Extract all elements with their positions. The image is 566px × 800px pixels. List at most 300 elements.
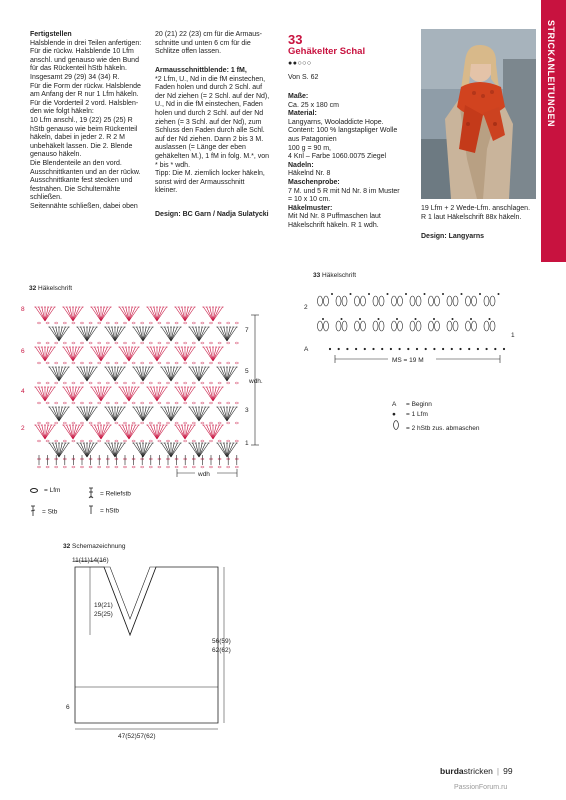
chain-dot xyxy=(350,293,352,295)
puff-stitch-row2 xyxy=(484,296,489,306)
col2b-line: Tipp: Die M. ziemlich locker häkeln, xyxy=(155,170,265,178)
chain-stitch xyxy=(218,342,221,344)
fan-stitch xyxy=(95,347,101,361)
chain-stitch xyxy=(175,342,178,344)
fan-stitch xyxy=(87,407,93,421)
footer-brand-suffix: stricken xyxy=(463,766,493,776)
fan-stitch xyxy=(39,387,45,401)
chain-stitch xyxy=(149,342,152,344)
pattern-right-line: 19 Lfm + 2 Wede-Lfm. anschlagen. xyxy=(421,205,531,212)
pattern-line: Content: 100 % langstapliger Wolle xyxy=(288,127,398,135)
chain-stitch xyxy=(106,422,109,424)
fan-stitch xyxy=(59,407,65,421)
pattern-right-text xyxy=(421,205,546,222)
fan-stitch xyxy=(73,307,79,321)
pattern-line: Maße: xyxy=(288,93,309,100)
puff-stitch-row1 xyxy=(336,321,341,331)
relief-stitch-icon xyxy=(88,487,94,501)
chain-stitch xyxy=(89,440,92,442)
col2a-line: schnitte und unten 6 cm für die xyxy=(155,39,251,47)
schema-band: 6 xyxy=(66,704,70,711)
col2-design: Design: BC Garn / Nadja Sulatycki xyxy=(155,211,269,218)
chain-stitch xyxy=(37,402,40,404)
chain-stitch xyxy=(227,362,230,364)
puff-stitch-row1 xyxy=(355,321,360,331)
chain-dot xyxy=(461,293,463,295)
chain-stitch xyxy=(132,342,135,344)
legend-stb xyxy=(30,505,90,519)
legend-lfm xyxy=(30,487,90,494)
fan-stitch xyxy=(123,347,129,361)
chain-stitch xyxy=(132,402,135,404)
pattern-line: Material: xyxy=(288,110,317,118)
chain-stitch xyxy=(98,422,101,424)
fan-stitch xyxy=(193,367,199,381)
chain-stitch xyxy=(175,322,178,324)
fan-stitch xyxy=(213,425,219,439)
puff-stitch-row2 xyxy=(373,296,378,306)
chain-dot xyxy=(498,293,500,295)
chain-stitch xyxy=(227,342,230,344)
chain-dot xyxy=(433,348,435,350)
col1-line: Für die Vorderteil 2 vord. Halsblen- xyxy=(30,99,139,107)
chain-stitch xyxy=(141,466,144,468)
chain-stitch xyxy=(80,322,83,324)
chain-stitch xyxy=(184,342,187,344)
fan-stitch xyxy=(227,327,233,341)
fan-stitch xyxy=(45,425,51,439)
chain-dot xyxy=(415,318,417,320)
chain-stitch xyxy=(141,362,144,364)
chart33-caption-text: Häkelschrift xyxy=(322,272,357,279)
chain-stitch xyxy=(209,466,212,468)
fan-stitch xyxy=(59,443,65,457)
col1-line: Insgesamt 29 (29) 34 (34) R. xyxy=(30,73,120,81)
chain-stitch xyxy=(166,422,169,424)
chain-stitch xyxy=(141,342,144,344)
chain-stitch xyxy=(72,440,75,442)
fan-stitch xyxy=(221,327,227,341)
puff-stitch-row2 xyxy=(416,296,421,306)
chart33-row-2 xyxy=(318,293,500,306)
chain-stitch xyxy=(192,342,195,344)
chain-stitch xyxy=(201,422,204,424)
legend-reliefstb xyxy=(88,487,158,501)
chain-stitch xyxy=(55,402,58,404)
fan-stitch xyxy=(171,367,177,381)
fan-stitch xyxy=(109,367,115,381)
puff-stitch-row2 xyxy=(342,296,347,306)
puff-stitch-row2 xyxy=(453,296,458,306)
chart32-diagram xyxy=(15,295,275,485)
chain-stitch xyxy=(63,382,66,384)
legend-lfm-text: = Lfm xyxy=(44,487,61,494)
fan-stitch xyxy=(109,327,115,341)
fan-stitch xyxy=(101,307,107,321)
puff-stitch-row1 xyxy=(466,321,471,331)
fan-stitch xyxy=(95,387,101,401)
pattern-line: Langyarns, Wooladdicte Hope. xyxy=(288,118,384,126)
col1-line: Die Blendenteile an den vord. xyxy=(30,159,122,167)
fan-stitch xyxy=(123,425,129,439)
puff-stitch-row1 xyxy=(435,321,440,331)
chain-stitch xyxy=(98,382,101,384)
schema-caption-text: Schemazeichnung xyxy=(72,543,126,550)
fan-stitch xyxy=(227,407,233,421)
chain-stitch xyxy=(158,362,161,364)
fan-stitch xyxy=(81,327,87,341)
chain-stitch xyxy=(72,362,75,364)
chain-dot xyxy=(372,348,374,350)
chain-stitch xyxy=(184,322,187,324)
chart32-row-label-1: 1 xyxy=(245,440,249,447)
chain-dot xyxy=(405,293,407,295)
puff-stitch-row2 xyxy=(466,296,471,306)
chain-dot xyxy=(442,348,444,350)
chain-stitch xyxy=(55,382,58,384)
chain-stitch xyxy=(158,422,161,424)
chart33-caption-num: 33 xyxy=(313,272,321,279)
puff-stitch-row2 xyxy=(318,296,323,306)
chain-stitch xyxy=(106,402,109,404)
fan-stitch xyxy=(45,387,51,401)
fan-stitch xyxy=(185,347,191,361)
chain-stitch xyxy=(227,422,230,424)
fan-stitch xyxy=(199,443,205,457)
fan-stitch xyxy=(101,347,107,361)
chain-stitch xyxy=(209,322,212,324)
chain-stitch xyxy=(218,440,221,442)
chain-stitch xyxy=(158,322,161,324)
puff-stitch-row1 xyxy=(373,321,378,331)
fan-stitch xyxy=(199,327,205,341)
chart33-ms-label: MS = 19 M xyxy=(392,357,424,364)
chain-stitch xyxy=(201,466,204,468)
fan-stitch xyxy=(123,307,129,321)
pattern-number: 33 xyxy=(288,32,303,47)
chain-stitch xyxy=(63,322,66,324)
chain-stitch xyxy=(80,422,83,424)
puff-stitch-icon xyxy=(392,420,406,434)
chain-stitch xyxy=(149,440,152,442)
chain-icon xyxy=(30,488,38,493)
chain-stitch xyxy=(227,440,230,442)
chain-stitch xyxy=(37,466,40,468)
fan-stitch xyxy=(39,307,45,321)
schema-neck1: 19(21) xyxy=(94,602,113,609)
chart32-caption xyxy=(29,285,72,292)
fan-stitch xyxy=(199,407,205,421)
chain-stitch xyxy=(141,322,144,324)
puff-stitch-row2 xyxy=(429,296,434,306)
fan-stitch xyxy=(39,347,45,361)
chain-stitch xyxy=(175,440,178,442)
chain-stitch xyxy=(115,466,118,468)
chart33-caption xyxy=(313,272,356,279)
chain-stitch xyxy=(175,382,178,384)
chain-stitch xyxy=(149,402,152,404)
chain-stitch xyxy=(123,362,126,364)
fan-stitch xyxy=(143,407,149,421)
chain-stitch xyxy=(235,422,238,424)
col2b-line: * bis * wdh. xyxy=(155,161,191,169)
fan-stitch xyxy=(193,327,199,341)
col2b-line: gehäkelten M.), 1 fM in folg. M.*, von xyxy=(155,152,269,160)
chain-stitch xyxy=(209,440,212,442)
difficulty-dots: ●●○○○ xyxy=(288,60,312,67)
col1-line: genauso häkeln. xyxy=(30,151,82,159)
chain-dot xyxy=(387,293,389,295)
fan-stitch xyxy=(95,307,101,321)
chain-stitch xyxy=(209,402,212,404)
fan-stitch xyxy=(157,347,163,361)
chain-stitch xyxy=(132,382,135,384)
chart32-row-label-2: 2 xyxy=(21,425,25,432)
fan-stitch xyxy=(53,327,59,341)
pattern-line: Häkelmuster: xyxy=(288,204,333,212)
chain-stitch xyxy=(55,440,58,442)
legend-hstb-text: = hStb xyxy=(100,507,119,515)
pattern-line: 7 M. und 5 R mit Nd Nr. 8 im Muster xyxy=(288,187,400,195)
chain-stitch xyxy=(123,440,126,442)
chain-stitch xyxy=(89,322,92,324)
chain-stitch xyxy=(201,342,204,344)
chain-stitch xyxy=(218,362,221,364)
puff-stitch-row1 xyxy=(392,321,397,331)
puff-stitch-row1 xyxy=(472,321,477,331)
col2-text-top xyxy=(155,31,283,57)
chain-stitch xyxy=(218,322,221,324)
fan-stitch xyxy=(193,443,199,457)
chain-stitch xyxy=(149,422,152,424)
chain-stitch xyxy=(192,422,195,424)
chain-stitch xyxy=(192,440,195,442)
chain-stitch xyxy=(149,322,152,324)
chain-stitch xyxy=(98,362,101,364)
schema-height2: 62(62) xyxy=(212,647,231,654)
chain-stitch xyxy=(149,362,152,364)
fan-stitch xyxy=(53,443,59,457)
chain-dot xyxy=(479,293,481,295)
chain-stitch xyxy=(201,322,204,324)
chain-dot xyxy=(459,348,461,350)
puff-stitch-row1 xyxy=(318,321,323,331)
chain-dot xyxy=(364,348,366,350)
chain-stitch xyxy=(209,362,212,364)
col1-line: Halsblende in drei Teilen anfertigen: xyxy=(30,39,142,47)
puff-stitch-row1 xyxy=(324,321,329,331)
col1-line: für das Rückenteil hStb häkeln. xyxy=(30,65,127,73)
chain-stitch xyxy=(184,362,187,364)
chain-stitch xyxy=(209,382,212,384)
col1-line: schließen. xyxy=(30,194,62,202)
chain-stitch xyxy=(192,322,195,324)
chart32-row-label-4: 4 xyxy=(21,388,25,395)
chain-stitch xyxy=(115,362,118,364)
chain-stitch xyxy=(235,362,238,364)
fan-stitch xyxy=(213,307,219,321)
fan-stitch xyxy=(53,367,59,381)
chain-stitch xyxy=(98,440,101,442)
chain-dot xyxy=(468,348,470,350)
chain-stitch xyxy=(227,382,230,384)
schema-height1: 56(59) xyxy=(212,638,231,645)
chain-stitch xyxy=(132,322,135,324)
fan-stitch xyxy=(185,307,191,321)
chain-stitch xyxy=(106,322,109,324)
fan-stitch xyxy=(129,347,135,361)
col1-line: Fertigstellen xyxy=(30,31,72,38)
chain-stitch xyxy=(184,440,187,442)
chain-stitch xyxy=(63,342,66,344)
chain-stitch xyxy=(115,342,118,344)
chain-stitch xyxy=(106,440,109,442)
chain-stitch xyxy=(123,342,126,344)
fan-stitch xyxy=(87,443,93,457)
chain-stitch xyxy=(235,322,238,324)
chain-dot xyxy=(346,348,348,350)
chain-stitch xyxy=(123,466,126,468)
fan-stitch xyxy=(81,367,87,381)
fan-stitch xyxy=(129,425,135,439)
col1-line: hStb genauso wie beim Rückenteil xyxy=(30,125,138,133)
fan-stitch xyxy=(143,367,149,381)
chain-dot xyxy=(338,348,340,350)
chain-stitch xyxy=(115,440,118,442)
fan-stitch xyxy=(227,367,233,381)
chain-dot xyxy=(486,348,488,350)
fan-stitch xyxy=(151,425,157,439)
chain-stitch xyxy=(46,422,49,424)
fan-stitch xyxy=(67,307,73,321)
puff-stitch-row2 xyxy=(410,296,415,306)
chain-stitch xyxy=(158,440,161,442)
chain-stitch xyxy=(72,402,75,404)
fan-stitch xyxy=(81,443,87,457)
fan-stitch xyxy=(193,407,199,421)
chain-stitch xyxy=(55,422,58,424)
chain-stitch xyxy=(141,422,144,424)
fan-stitch xyxy=(165,407,171,421)
chain-stitch xyxy=(201,382,204,384)
puff-stitch-row1 xyxy=(410,321,415,331)
chart32-row-label-5: 5 xyxy=(245,368,249,375)
col2a-line: Schlitze offen lassen. xyxy=(155,48,222,56)
fan-stitch xyxy=(171,327,177,341)
fan-stitch xyxy=(151,307,157,321)
chain-stitch xyxy=(209,422,212,424)
col2b-line: auslassen (= Länge der eben xyxy=(155,144,246,152)
chart32-row-label-3: 3 xyxy=(245,407,249,414)
chain-stitch xyxy=(184,466,187,468)
chain-stitch xyxy=(175,466,178,468)
puff-stitch-row1 xyxy=(447,321,452,331)
chain-stitch xyxy=(80,342,83,344)
legend-sym-dot: ● xyxy=(392,411,396,418)
chart33-row-label-1: 1 xyxy=(511,332,515,339)
fan-stitch xyxy=(129,307,135,321)
puff-stitch-row2 xyxy=(490,296,495,306)
pattern-title: Gehäkelter Schal xyxy=(288,46,366,57)
half-treble-stitch-icon xyxy=(88,505,94,517)
chain-stitch xyxy=(55,322,58,324)
chain-stitch xyxy=(63,466,66,468)
col2b-line: auf der Nd ziehen. Dann 2 bis 3 M. xyxy=(155,135,264,143)
chain-stitch xyxy=(166,342,169,344)
pattern-line: Maschenprobe: xyxy=(288,178,340,186)
legend-text-lfm: = 1 Lfm xyxy=(406,411,428,418)
legend-text-beginn: = Beginn xyxy=(406,401,432,408)
chain-stitch xyxy=(80,362,83,364)
fan-stitch xyxy=(67,387,73,401)
col2b-line: U., Nd in die fM einstechen, Faden xyxy=(155,101,263,109)
puff-stitch-row2 xyxy=(379,296,384,306)
chain-stitch xyxy=(89,382,92,384)
chain-stitch xyxy=(55,466,58,468)
fan-stitch xyxy=(67,425,73,439)
pattern-right-line: R 1 laut Häkelschrift 88x häkeln. xyxy=(421,213,522,221)
fan-stitch xyxy=(143,443,149,457)
chain-stitch xyxy=(72,342,75,344)
chain-stitch xyxy=(37,382,40,384)
chain-dot xyxy=(494,348,496,350)
col1-line: Für die rückw. Halsblende 10 Lfm xyxy=(30,48,134,56)
chain-stitch xyxy=(123,422,126,424)
fan-stitch xyxy=(157,387,163,401)
col2b-line: der Nd ziehen (= 2 Schl. auf der Nd), xyxy=(155,92,270,100)
col1-line: Seitennähte schließen, dabei oben xyxy=(30,202,138,210)
fan-stitch xyxy=(171,443,177,457)
fan-stitch xyxy=(39,425,45,439)
chain-dot xyxy=(390,348,392,350)
fan-stitch xyxy=(227,443,233,457)
puff-stitch-row1 xyxy=(342,321,347,331)
chain-stitch xyxy=(192,466,195,468)
chain-stitch xyxy=(115,422,118,424)
chain-stitch xyxy=(218,402,221,404)
schema-top: 11(11)14(16) xyxy=(72,557,109,564)
chain-stitch xyxy=(158,382,161,384)
chain-dot xyxy=(416,348,418,350)
chain-dot xyxy=(381,348,383,350)
chain-stitch xyxy=(46,466,49,468)
treble-stitch-icon xyxy=(30,505,36,519)
fan-stitch xyxy=(87,367,93,381)
chain-stitch xyxy=(72,422,75,424)
puff-stitch-row2 xyxy=(361,296,366,306)
puff-stitch-row1 xyxy=(429,321,434,331)
chart32-row-label-6: 6 xyxy=(21,348,25,355)
fan-stitch xyxy=(213,347,219,361)
fan-stitch xyxy=(59,327,65,341)
fan-stitch xyxy=(115,443,121,457)
side-tab-label: STRICKANLEITUNGEN xyxy=(546,20,556,127)
chain-stitch xyxy=(72,466,75,468)
col2b-line: holen und durch 2 Schl. auf der Nd xyxy=(155,109,264,117)
fan-stitch xyxy=(165,367,171,381)
fan-stitch xyxy=(123,387,129,401)
chain-stitch xyxy=(123,382,126,384)
col1-line: 10 Lfm anschl., 19 (22) 25 (25) R xyxy=(30,116,133,124)
chain-stitch xyxy=(149,466,152,468)
chain-dot xyxy=(329,348,331,350)
col2b-line: sonst wird der Armausschnitt xyxy=(155,178,245,186)
chain-stitch xyxy=(201,440,204,442)
pattern-line: = 10 x 10 cm. xyxy=(288,196,331,204)
chain-stitch xyxy=(63,440,66,442)
chart32-caption-text: Häkelschrift xyxy=(38,285,73,292)
chain-stitch xyxy=(123,402,126,404)
